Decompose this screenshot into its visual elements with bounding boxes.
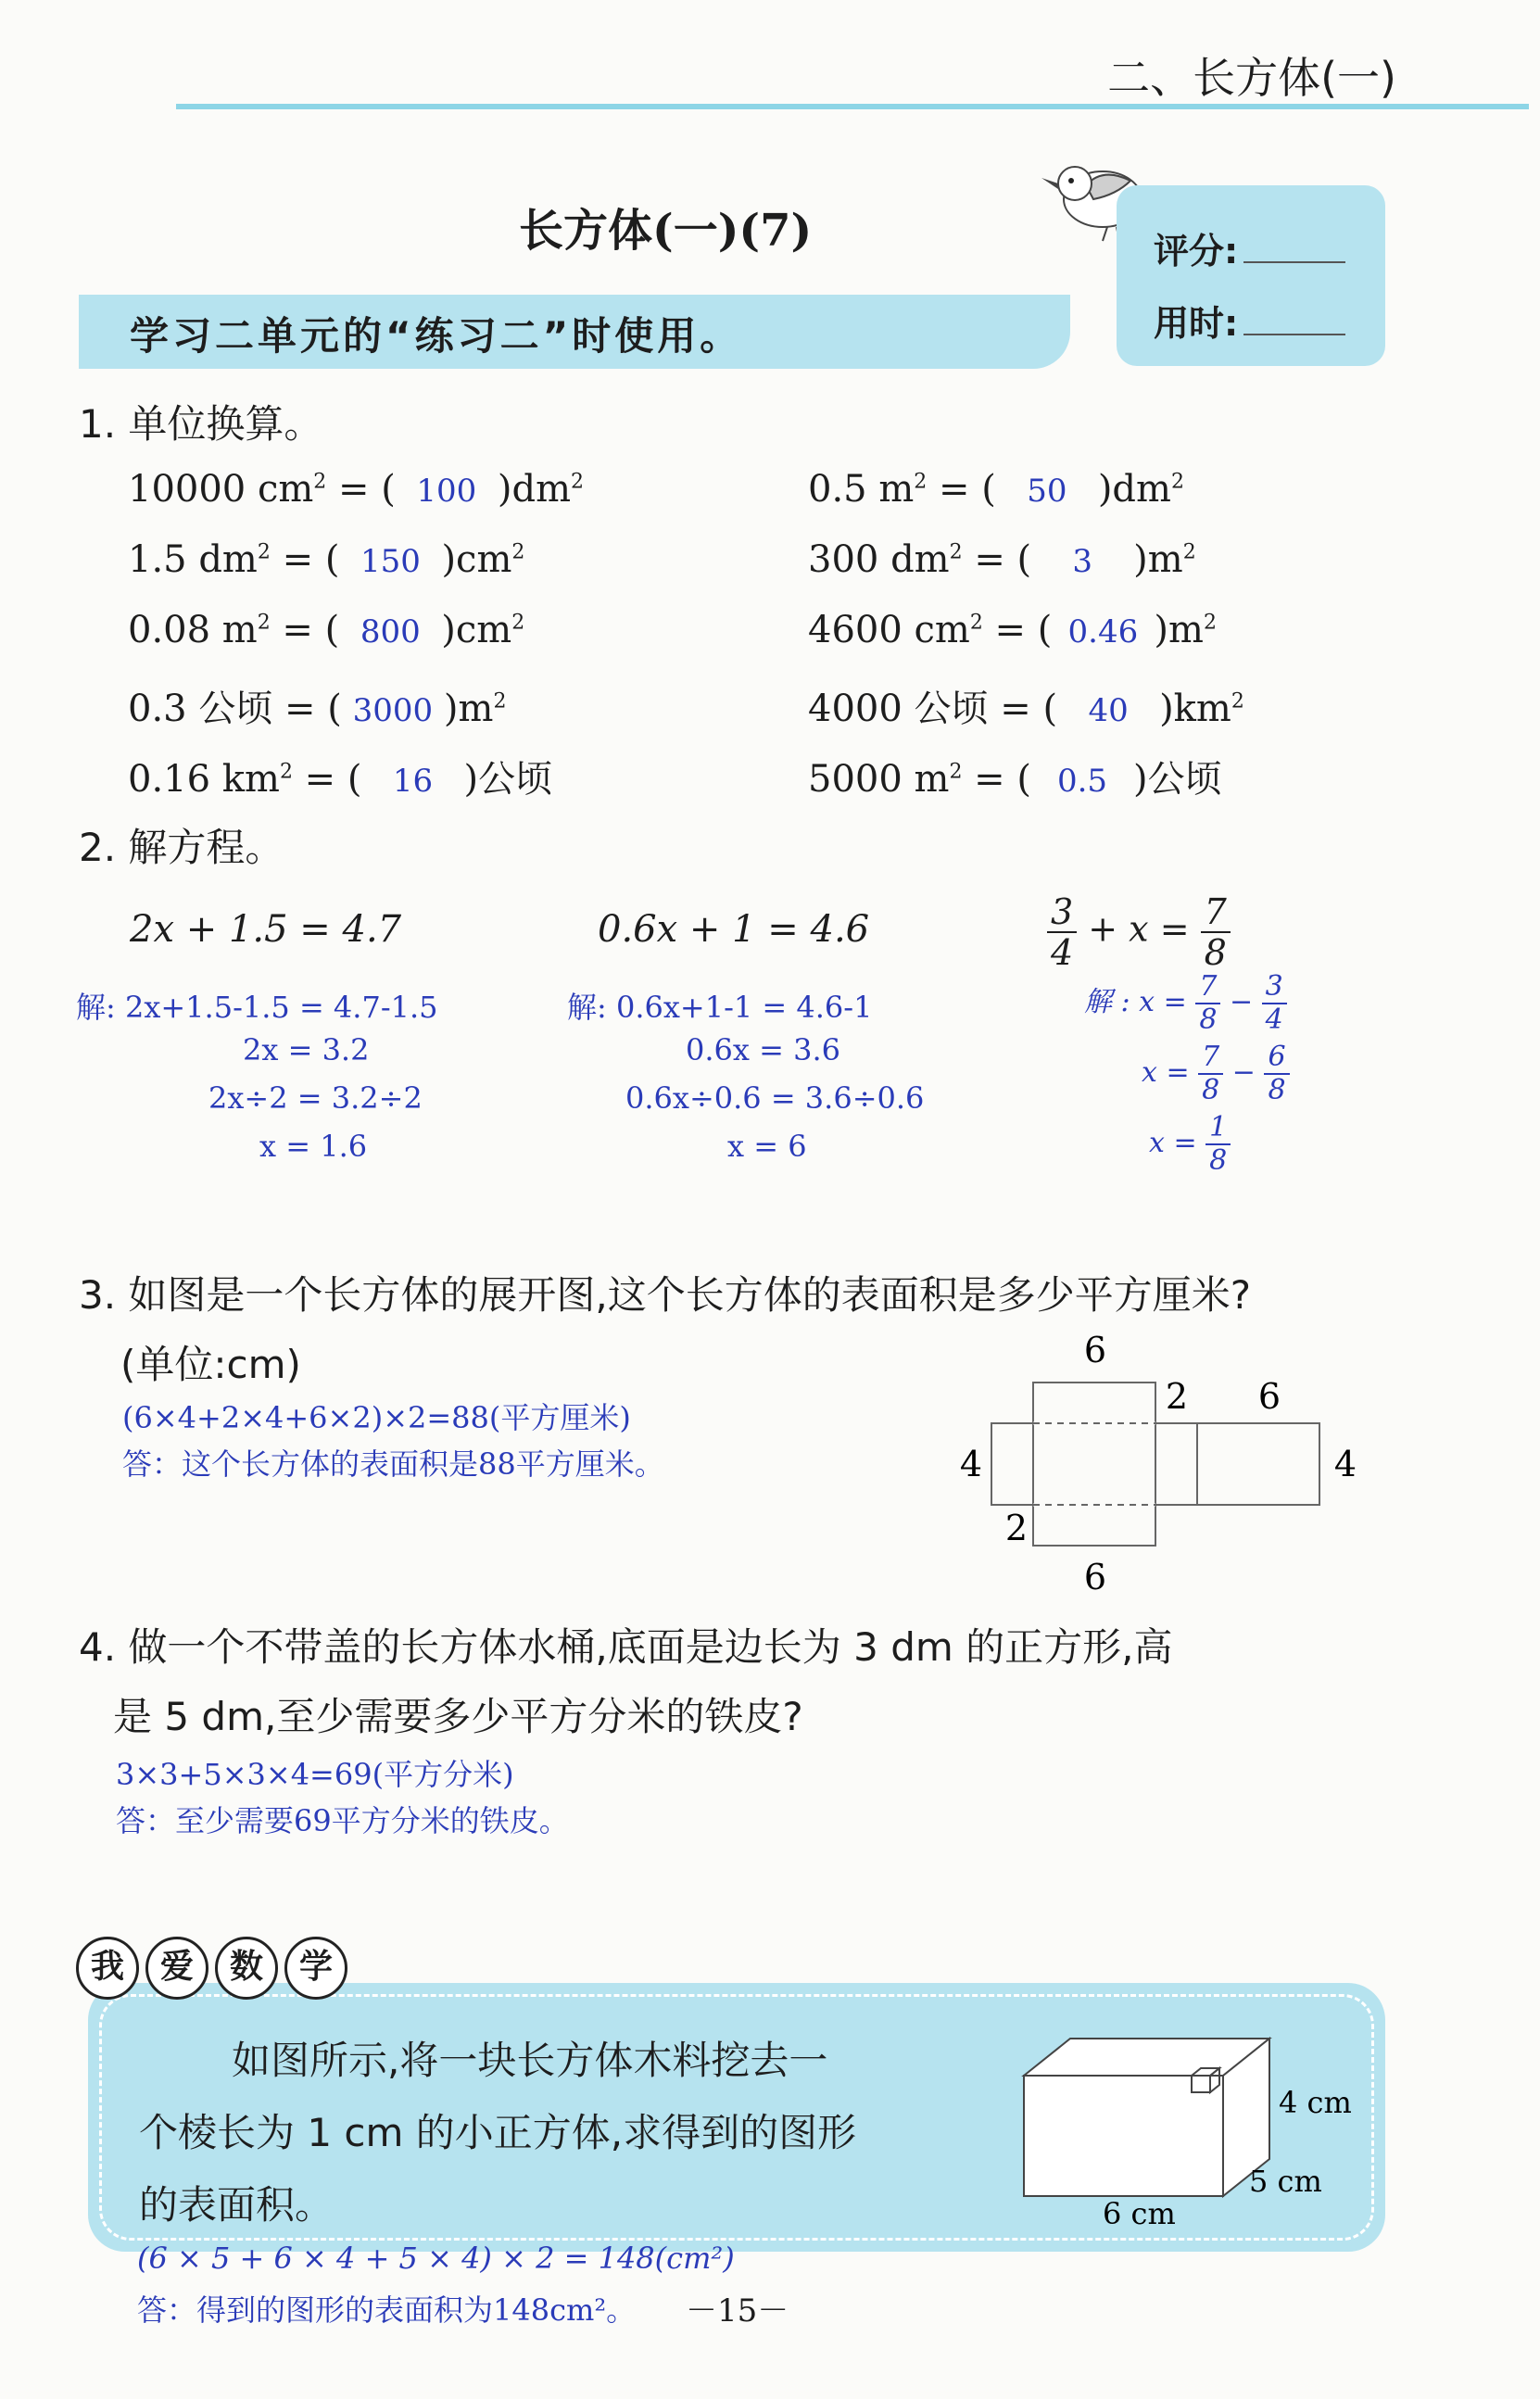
eq1-step-3: 2x÷2 = 3.2÷2 xyxy=(208,1080,423,1116)
q4-calc: 3×3+5×3×4=69(平方分米) xyxy=(116,1757,514,1792)
chapter-title: 二、长方体(一) xyxy=(1107,53,1396,103)
conv-unit: )cm xyxy=(441,609,512,651)
eq1-step-4: x = 1.6 xyxy=(259,1129,368,1164)
exponent: 2 xyxy=(1170,470,1184,494)
conv-unit: )m xyxy=(443,688,494,730)
label-depth: 5 cm xyxy=(1249,2164,1322,2199)
conv-equals: = ( xyxy=(272,688,342,730)
conv-unit: )m xyxy=(1133,538,1183,581)
time-row xyxy=(1154,295,1345,346)
eq2-step-4: x = 6 xyxy=(727,1129,807,1164)
love-char-2: 爱 xyxy=(145,1937,208,2000)
exponent: 2 xyxy=(969,611,983,635)
numerator: 7 xyxy=(1198,1043,1223,1075)
conversion-row xyxy=(808,679,1244,732)
love-line-2: 个棱长为 1 cm 的小正方体,求得到的图形 xyxy=(139,2110,857,2155)
conversion-row xyxy=(128,609,524,651)
cuboid-front xyxy=(1024,2076,1223,2196)
fraction xyxy=(1198,1043,1223,1105)
conv-equals: = ( xyxy=(988,688,1058,730)
conv-equals: = ( xyxy=(927,468,996,511)
net-bottom-face xyxy=(1033,1505,1155,1546)
exponent: 2 xyxy=(1203,611,1217,635)
denominator: 8 xyxy=(1199,1004,1218,1036)
conv-unit: )公顷 xyxy=(1133,758,1222,801)
conversion-row xyxy=(128,750,552,802)
conv-answer: 40 xyxy=(1088,692,1129,729)
love-char-4: 学 xyxy=(284,1937,347,2000)
step-prefix: x = xyxy=(1149,1127,1206,1159)
net-top-face xyxy=(1033,1383,1155,1423)
conv-quantity: 1.5 dm xyxy=(128,538,258,581)
conv-quantity: 4000 公顷 xyxy=(808,688,989,730)
numerator: 7 xyxy=(1201,894,1231,933)
eq2-step-1: 解: 0.6x+1-1 = 4.6-1 xyxy=(567,990,873,1025)
fraction xyxy=(1195,970,1220,1036)
exponent: 2 xyxy=(914,470,928,494)
love-char-3: 数 xyxy=(215,1937,278,2000)
denominator: 8 xyxy=(1268,1074,1286,1106)
love-line-3: 的表面积。 xyxy=(139,2182,335,2228)
q4-line-1: 4. 做一个不带盖的长方体水桶,底面是边长为 3 dm 的正方形,高 xyxy=(79,1624,1173,1670)
time-label: 用时: xyxy=(1154,303,1239,344)
net-diagram xyxy=(927,1325,1371,1603)
q2-title: 2. 解方程。 xyxy=(79,825,284,870)
eq3-step-1 xyxy=(1084,970,1287,1036)
header-rule xyxy=(176,104,1529,109)
label-left: 4 xyxy=(959,1444,983,1484)
q3-calc: (6×4+2×4+6×2)×2=88(平方厘米) xyxy=(122,1400,631,1435)
conversion-row xyxy=(128,679,506,732)
net-left-face xyxy=(991,1423,1033,1505)
conv-equals: = ( xyxy=(326,468,396,511)
conversion-row xyxy=(128,468,584,511)
label-top-right-a: 2 xyxy=(1165,1376,1189,1417)
cuboid-diagram xyxy=(1010,2025,1353,2229)
eq3-fraction-b xyxy=(1201,891,1231,973)
conv-unit: )dm xyxy=(1097,468,1171,511)
exponent: 2 xyxy=(511,540,525,564)
numerator: 1 xyxy=(1205,1114,1231,1145)
conv-unit: )km xyxy=(1159,688,1231,730)
score-box xyxy=(1117,185,1385,366)
conv-answer: 3 xyxy=(1072,543,1092,580)
eq1-step-1: 解: 2x+1.5-1.5 = 4.7-1.5 xyxy=(76,990,438,1025)
score-label: 评分: xyxy=(1154,231,1239,271)
step-prefix: x = xyxy=(1142,1056,1199,1089)
q4-line-2: 是 5 dm,至少需要多少平方分米的铁皮? xyxy=(113,1694,803,1739)
conv-unit: )cm xyxy=(441,538,512,581)
conv-answer: 16 xyxy=(392,763,434,800)
eq1-step-2: 2x = 3.2 xyxy=(243,1032,370,1067)
conv-answer: 150 xyxy=(360,543,421,580)
love-line-1: 如图所示,将一块长方体木料挖去一 xyxy=(232,2038,828,2083)
net-center-face xyxy=(1033,1423,1155,1505)
eq3-step-3 xyxy=(1149,1111,1231,1177)
exponent: 2 xyxy=(1182,540,1196,564)
exponent: 2 xyxy=(511,611,525,635)
conv-quantity: 300 dm xyxy=(808,538,950,581)
conversion-row xyxy=(808,609,1217,651)
q1-title: 1. 单位换算。 xyxy=(79,401,323,447)
q4-answer: 答：至少需要69平方分米的铁皮。 xyxy=(116,1803,569,1838)
operator: − xyxy=(1223,1056,1265,1089)
score-row xyxy=(1154,222,1345,273)
equation-3 xyxy=(1047,891,1231,973)
denominator: 8 xyxy=(1202,1074,1220,1106)
conv-answer: 50 xyxy=(1027,473,1067,510)
time-blank xyxy=(1243,306,1345,335)
conv-quantity: 4600 cm xyxy=(808,609,970,651)
q3-title: 3. 如图是一个长方体的展开图,这个长方体的表面积是多少平方厘米? xyxy=(79,1272,1252,1318)
conv-equals: = ( xyxy=(270,609,340,651)
net-right-face xyxy=(1155,1423,1197,1505)
step-prefix: 解 : x = xyxy=(1084,986,1196,1018)
conv-equals: = ( xyxy=(270,538,340,581)
fraction xyxy=(1205,1111,1231,1177)
exponent: 2 xyxy=(493,689,507,713)
banner-text: 学习二单元的“练习二”时使用。 xyxy=(130,313,743,359)
label-bottom-left: 2 xyxy=(1004,1508,1029,1548)
eq2-step-2: 0.6x = 3.6 xyxy=(686,1032,840,1067)
conv-quantity: 0.3 公顷 xyxy=(128,688,273,730)
usage-banner xyxy=(79,295,1070,369)
exponent: 2 xyxy=(949,760,963,784)
conv-equals: = ( xyxy=(962,538,1032,581)
exponent: 2 xyxy=(571,470,584,494)
conversion-row xyxy=(808,750,1222,802)
label-width: 6 cm xyxy=(1103,2196,1176,2229)
conv-quantity: 10000 cm xyxy=(128,468,314,511)
conv-unit: )dm xyxy=(497,468,571,511)
equation-2: 0.6x + 1 = 4.6 xyxy=(598,908,870,951)
love-calc: (6 × 5 + 6 × 4 + 5 × 4) × 2 = 148(cm²) xyxy=(137,2241,735,2276)
conv-quantity: 0.08 m xyxy=(128,609,258,651)
denominator: 8 xyxy=(1209,1144,1228,1177)
conv-answer: 3000 xyxy=(352,692,434,729)
exponent: 2 xyxy=(257,540,271,564)
numerator: 3 xyxy=(1047,894,1077,933)
conversion-row xyxy=(808,538,1196,581)
conv-answer: 800 xyxy=(360,613,421,650)
eq2-step-3: 0.6x÷0.6 = 3.6÷0.6 xyxy=(625,1080,925,1116)
conv-unit: )公顷 xyxy=(463,758,553,801)
eq3-fraction-a xyxy=(1047,891,1077,973)
love-answer: 答：得到的图形的表面积为148cm²。 xyxy=(137,2292,637,2328)
love-problem-text xyxy=(139,2025,954,2241)
numerator: 3 xyxy=(1262,973,1287,1004)
q3-unit: (单位:cm) xyxy=(120,1342,301,1387)
exponent: 2 xyxy=(1231,689,1244,713)
q3-answer: 答：这个长方体的表面积是88平方厘米。 xyxy=(122,1446,664,1482)
operator: − xyxy=(1220,986,1262,1018)
conv-quantity: 0.16 km xyxy=(128,758,280,801)
conv-answer: 100 xyxy=(416,473,477,510)
conv-equals: = ( xyxy=(982,609,1053,651)
label-top-right-b: 6 xyxy=(1257,1376,1281,1417)
label-height: 4 cm xyxy=(1279,2085,1352,2120)
exponent: 2 xyxy=(279,760,293,784)
conv-answer: 0.5 xyxy=(1056,763,1108,800)
fraction xyxy=(1262,970,1287,1036)
page-number: －15－ xyxy=(686,2292,789,2330)
net-back-face xyxy=(1197,1423,1319,1505)
denominator: 4 xyxy=(1051,932,1074,973)
label-top: 6 xyxy=(1083,1330,1107,1370)
eq3-step-2 xyxy=(1142,1043,1290,1105)
numerator: 6 xyxy=(1264,1043,1289,1075)
denominator: 4 xyxy=(1265,1004,1283,1036)
eq3-middle: + x = xyxy=(1077,908,1201,950)
label-right: 4 xyxy=(1333,1444,1357,1484)
conv-unit: )m xyxy=(1154,609,1204,651)
exponent: 2 xyxy=(257,611,271,635)
numerator: 7 xyxy=(1195,973,1220,1004)
fraction xyxy=(1264,1043,1289,1105)
score-blank xyxy=(1243,234,1345,263)
conversion-row xyxy=(128,538,524,581)
exponent: 2 xyxy=(313,470,327,494)
label-bottom: 6 xyxy=(1083,1557,1107,1597)
page-title: 长方体(一)(7) xyxy=(519,205,813,257)
exponent: 2 xyxy=(949,540,963,564)
conv-quantity: 0.5 m xyxy=(808,468,915,511)
conv-answer: 0.46 xyxy=(1067,613,1139,650)
conv-quantity: 5000 m xyxy=(808,758,950,801)
conv-equals: = ( xyxy=(292,758,362,801)
conversion-row xyxy=(808,468,1184,511)
conv-equals: = ( xyxy=(962,758,1032,801)
love-char-1: 我 xyxy=(76,1937,139,2000)
denominator: 8 xyxy=(1204,932,1227,973)
equation-1: 2x + 1.5 = 4.7 xyxy=(130,908,402,951)
